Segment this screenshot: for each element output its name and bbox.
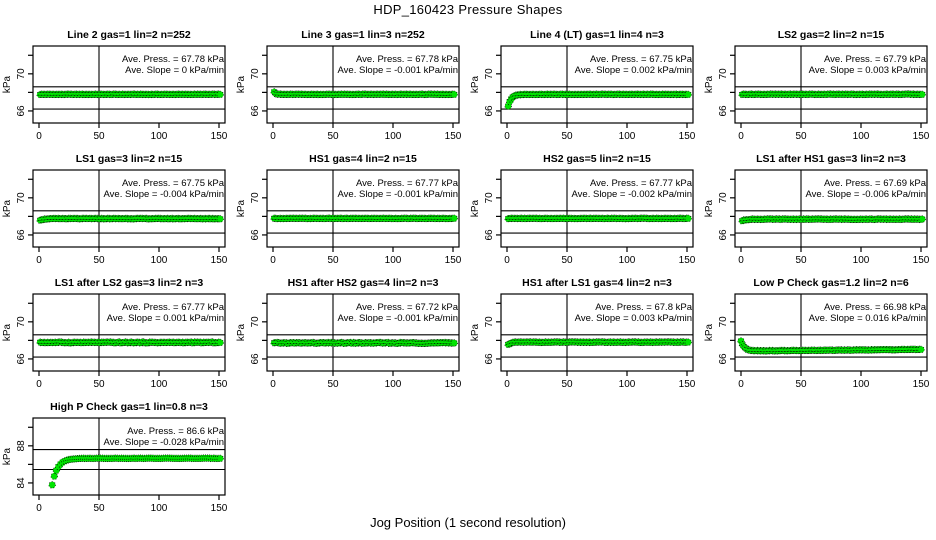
data-series: [271, 89, 458, 98]
x-tick-label: 100: [150, 503, 168, 514]
panel-ls1: [0, 144, 234, 268]
x-tick-label: 0: [36, 503, 42, 514]
ave-slope-label: Ave. Slope = -0.002 kPa/min: [571, 189, 692, 200]
y-axis-label: kPa: [2, 75, 13, 94]
ave-slope-label: Ave. Slope = -0.004 kPa/min: [103, 189, 224, 200]
panel-ls2: [702, 20, 936, 144]
panel-title: HS1 after HS2 gas=4 lin=2 n=3: [287, 277, 439, 289]
y-tick-label: 70: [718, 192, 729, 204]
panel-hs1-after-ls1-svg: [468, 268, 702, 392]
y-axis-label: kPa: [704, 323, 715, 342]
y-tick-label: 70: [718, 316, 729, 328]
x-tick-label: 50: [327, 131, 339, 142]
panel-ls1-svg: [0, 144, 234, 268]
y-tick-label: 66: [16, 353, 27, 365]
ave-press-label: Ave. Press. = 67.78 kPa: [355, 54, 458, 65]
panel-title: HS1 gas=4 lin=2 n=15: [309, 153, 417, 165]
data-series: [739, 91, 926, 98]
x-tick-label: 0: [36, 131, 42, 142]
y-tick-label: 66: [484, 105, 495, 117]
x-tick-label: 100: [384, 131, 402, 142]
x-tick-label: 50: [327, 379, 339, 390]
x-tick-label: 0: [270, 131, 276, 142]
y-tick-label: 70: [484, 316, 495, 328]
x-tick-label: 50: [327, 255, 339, 266]
ave-press-label: Ave. Press. = 67.77 kPa: [355, 178, 458, 189]
panel-line-3: [234, 20, 468, 144]
x-tick-label: 100: [618, 255, 636, 266]
panel-hs1-after-hs2-svg: [234, 268, 468, 392]
y-tick-label: 66: [250, 105, 261, 117]
y-tick-label: 66: [718, 105, 729, 117]
ave-slope-label: Ave. Slope = 0.002 kPa/min: [574, 65, 692, 76]
ave-press-label: Ave. Press. = 66.98 kPa: [823, 302, 926, 313]
x-tick-label: 0: [270, 379, 276, 390]
x-tick-label: 50: [561, 379, 573, 390]
x-tick-label: 100: [384, 379, 402, 390]
x-tick-label: 50: [93, 255, 105, 266]
panel-ls1-after-ls2: [0, 268, 234, 392]
y-tick-label: 66: [16, 229, 27, 241]
panel-title: LS2 gas=2 lin=2 n=15: [777, 29, 885, 41]
y-tick-label: 70: [16, 68, 27, 80]
y-tick-label: 70: [484, 68, 495, 80]
x-tick-label: 150: [678, 255, 696, 266]
x-tick-label: 150: [210, 131, 228, 142]
x-tick-label: 150: [912, 255, 930, 266]
y-tick-label: 66: [718, 229, 729, 241]
panel-line-4-lt: [468, 20, 702, 144]
y-tick-label: 66: [484, 353, 495, 365]
x-tick-label: 150: [444, 255, 462, 266]
x-tick-label: 150: [912, 131, 930, 142]
y-tick-label: 70: [250, 68, 261, 80]
x-tick-label: 100: [618, 131, 636, 142]
y-tick-label: 70: [16, 316, 27, 328]
y-axis-label: kPa: [470, 75, 481, 94]
y-axis-label: kPa: [236, 199, 247, 218]
x-tick-label: 150: [444, 131, 462, 142]
x-tick-label: 100: [150, 379, 168, 390]
x-tick-label: 0: [504, 255, 510, 266]
x-tick-label: 50: [93, 131, 105, 142]
panel-line-3-svg: [234, 20, 468, 144]
x-tick-label: 0: [270, 255, 276, 266]
ave-press-label: Ave. Press. = 67.77 kPa: [121, 302, 224, 313]
panel-title: Line 3 gas=1 lin=3 n=252: [301, 29, 425, 41]
ave-press-label: Ave. Press. = 67.78 kPa: [121, 54, 224, 65]
panel-title: High P Check gas=1 lin=0.8 n=3: [50, 401, 208, 413]
data-series: [37, 339, 224, 346]
y-tick-label: 70: [250, 316, 261, 328]
x-tick-label: 0: [36, 255, 42, 266]
x-tick-label: 100: [150, 255, 168, 266]
ave-press-label: Ave. Press. = 67.75 kPa: [589, 54, 692, 65]
panel-high-p-check-svg: [0, 392, 234, 516]
y-tick-label: 70: [484, 192, 495, 204]
ave-press-label: Ave. Press. = 67.72 kPa: [355, 302, 458, 313]
x-tick-label: 0: [738, 255, 744, 266]
panel-title: LS1 gas=3 lin=2 n=15: [75, 153, 183, 165]
panel-high-p-check: [0, 392, 234, 516]
x-tick-label: 50: [795, 131, 807, 142]
y-axis-label: kPa: [704, 199, 715, 218]
y-tick-label: 66: [718, 353, 729, 365]
x-tick-label: 0: [738, 379, 744, 390]
panel-ls2-svg: [702, 20, 936, 144]
x-tick-label: 100: [150, 131, 168, 142]
x-tick-label: 150: [210, 503, 228, 514]
x-tick-label: 50: [561, 131, 573, 142]
figure-x-axis-label: Jog Position (1 second resolution): [370, 515, 566, 530]
x-tick-label: 100: [618, 379, 636, 390]
ave-press-label: Ave. Press. = 67.79 kPa: [823, 54, 926, 65]
x-tick-label: 150: [210, 255, 228, 266]
x-tick-label: 150: [210, 379, 228, 390]
y-axis-label: kPa: [470, 323, 481, 342]
y-tick-label: 84: [16, 477, 27, 489]
ave-press-label: Ave. Press. = 86.6 kPa: [127, 426, 224, 437]
panel-low-p-check-svg: [702, 268, 936, 392]
panel-title: Line 2 gas=1 lin=2 n=252: [67, 29, 191, 41]
y-tick-label: 70: [16, 192, 27, 204]
x-tick-label: 50: [795, 255, 807, 266]
ave-press-label: Ave. Press. = 67.77 kPa: [589, 178, 692, 189]
x-tick-label: 50: [561, 255, 573, 266]
x-tick-label: 100: [384, 255, 402, 266]
panel-hs1-svg: [234, 144, 468, 268]
x-tick-label: 150: [444, 379, 462, 390]
panel-title: LS1 after HS1 gas=3 lin=2 n=3: [756, 153, 906, 165]
y-tick-label: 70: [250, 192, 261, 204]
ave-slope-label: Ave. Slope = 0 kPa/min: [125, 65, 224, 76]
ave-slope-label: Ave. Slope = -0.001 kPa/min: [337, 313, 458, 324]
x-tick-label: 150: [678, 131, 696, 142]
y-tick-label: 66: [484, 229, 495, 241]
panel-line-4-lt-svg: [468, 20, 702, 144]
y-axis-label: kPa: [704, 75, 715, 94]
data-series: [49, 455, 224, 488]
panel-grid: [0, 20, 936, 516]
panel-ls1-after-hs1-svg: [702, 144, 936, 268]
panel-title: Line 4 (LT) gas=1 lin=4 n=3: [530, 29, 664, 41]
figure-title: HDP_160423 Pressure Shapes: [373, 2, 563, 17]
x-tick-label: 50: [795, 379, 807, 390]
panel-line-2: [0, 20, 234, 144]
panel-title: HS2 gas=5 lin=2 n=15: [543, 153, 651, 165]
ave-slope-label: Ave. Slope = -0.006 kPa/min: [805, 189, 926, 200]
panel-title: Low P Check gas=1.2 lin=2 n=6: [753, 277, 909, 289]
data-series: [739, 216, 926, 224]
y-tick-label: 70: [718, 68, 729, 80]
ave-press-label: Ave. Press. = 67.75 kPa: [121, 178, 224, 189]
data-series: [505, 339, 692, 348]
y-tick-label: 88: [16, 440, 27, 452]
ave-press-label: Ave. Press. = 67.8 kPa: [595, 302, 692, 313]
y-axis-label: kPa: [2, 323, 13, 342]
y-axis-label: kPa: [2, 447, 13, 466]
x-tick-label: 100: [852, 131, 870, 142]
panel-title: LS1 after LS2 gas=3 lin=2 n=3: [54, 277, 204, 289]
ave-press-label: Ave. Press. = 67.69 kPa: [823, 178, 926, 189]
x-tick-label: 100: [852, 255, 870, 266]
data-series: [505, 215, 692, 222]
data-series: [37, 91, 224, 98]
x-tick-label: 50: [93, 379, 105, 390]
panel-hs1-after-hs2: [234, 268, 468, 392]
x-tick-label: 0: [504, 131, 510, 142]
panel-low-p-check: [702, 268, 936, 392]
y-axis-label: kPa: [236, 323, 247, 342]
panel-ls1-after-hs1: [702, 144, 936, 268]
panel-hs2-svg: [468, 144, 702, 268]
y-axis-label: kPa: [236, 75, 247, 94]
ave-slope-label: Ave. Slope = 0.003 kPa/min: [808, 65, 926, 76]
panel-title: HS1 after LS1 gas=4 lin=2 n=3: [522, 277, 672, 289]
x-tick-label: 50: [93, 503, 105, 514]
x-tick-label: 0: [504, 379, 510, 390]
panel-line-2-svg: [0, 20, 234, 144]
ave-slope-label: Ave. Slope = 0.016 kPa/min: [808, 313, 926, 324]
data-series: [738, 338, 925, 355]
panel-hs1-after-ls1: [468, 268, 702, 392]
ave-slope-label: Ave. Slope = 0.003 kPa/min: [574, 313, 692, 324]
ave-slope-label: Ave. Slope = -0.001 kPa/min: [337, 65, 458, 76]
y-axis-label: kPa: [2, 199, 13, 218]
panel-hs2: [468, 144, 702, 268]
data-series: [505, 91, 692, 110]
y-axis-label: kPa: [470, 199, 481, 218]
x-tick-label: 150: [678, 379, 696, 390]
data-series: [271, 215, 458, 222]
x-tick-label: 150: [912, 379, 930, 390]
y-tick-label: 66: [16, 105, 27, 117]
data-series: [271, 339, 458, 346]
y-tick-label: 66: [250, 353, 261, 365]
x-tick-label: 0: [36, 379, 42, 390]
ave-slope-label: Ave. Slope = -0.001 kPa/min: [337, 189, 458, 200]
ave-slope-label: Ave. Slope = 0.001 kPa/min: [106, 313, 224, 324]
y-tick-label: 66: [250, 229, 261, 241]
panel-ls1-after-ls2-svg: [0, 268, 234, 392]
x-tick-label: 100: [852, 379, 870, 390]
x-tick-label: 0: [738, 131, 744, 142]
ave-slope-label: Ave. Slope = -0.028 kPa/min: [103, 437, 224, 448]
data-series: [37, 215, 224, 223]
panel-hs1: [234, 144, 468, 268]
